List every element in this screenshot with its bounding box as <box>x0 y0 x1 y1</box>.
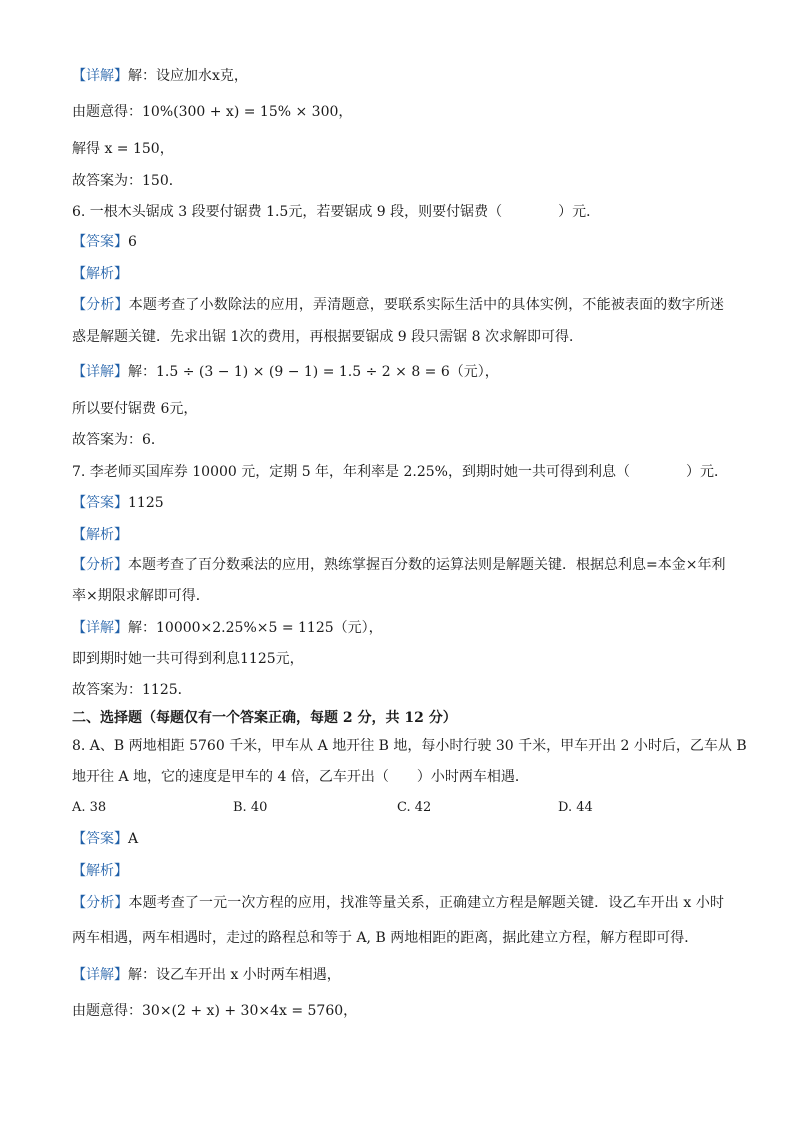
section-heading: 二、选择题（每题仅有一个答案正确，每题 2 分，共 12 分） <box>72 710 457 726</box>
option-b: B. 40 <box>233 800 268 815</box>
text-line: 故答案为：6． <box>72 432 165 448</box>
option-c: C. 42 <box>397 800 432 815</box>
analysis-header: 【解析】 <box>72 266 128 282</box>
question-6: 6. 一根木头锯成 3 段要付锯费 1.5元，若要锯成 9 段，则要付锯费（ ）元． <box>72 204 601 220</box>
analysis-header: 【解析】 <box>72 527 128 543</box>
text-line: 所以要付锯费 6元， <box>72 401 198 417</box>
question-8: 8. A、B 两地相距 5760 千米，甲车从 A 地开往 B 地，每小时行驶 30 千米，甲车开出 2 小时后，乙车从 B <box>72 738 747 754</box>
text-line: 解得 x = 150， <box>72 141 174 157</box>
text-line: 【详解】解：设应加水x克， <box>72 68 248 84</box>
answer-line: 【答案】1125 <box>72 495 164 511</box>
text-line: 故答案为：150． <box>72 173 183 189</box>
text-line: 地开往 A 地，它的速度是甲车的 4 倍，乙车开出（ ）小时两车相遇． <box>72 769 529 785</box>
analysis-header: 【解析】 <box>72 863 128 879</box>
text-line: 即到期时她一共可得到利息1125元， <box>72 651 304 667</box>
answer-line: 【答案】6 <box>72 234 137 250</box>
text-line: 两车相遇，两车相遇时，走过的路程总和等于 A, B 两地相距的距离，据此建立方程，解方程即可得． <box>72 930 699 946</box>
text-line: 【分析】本题考查了小数除法的应用，弄清题意，要联系实际生活中的具体实例，不能被表面的数字所迷 <box>72 297 725 313</box>
text-line: 惑是解题关键．先求出锯 1次的费用，再根据要锯成 9 段只需锯 8 次求解即可得． <box>72 329 583 345</box>
text-line: 【分析】本题考查了一元一次方程的应用，找准等量关系，正确建立方程是解题关键．设乙车开出 x 小时 <box>72 895 724 911</box>
text-line: 【详解】解：设乙车开出 x 小时两车相遇， <box>72 967 341 983</box>
text-line: 【详解】解：10000×2.25%×5 = 1125（元）， <box>72 620 383 636</box>
text-line: 【详解】解：1.5 ÷ (3 − 1) × (9 − 1) = 1.5 ÷ 2 × 8 = 6（元）， <box>72 364 499 380</box>
option-d: D. 44 <box>558 800 593 815</box>
text-line: 由题意得：30×(2 + x) + 30×4x = 5760， <box>72 1003 358 1019</box>
tag-label: 【详解】 <box>72 68 128 84</box>
text-line: 故答案为：1125． <box>72 682 192 698</box>
option-a: A. 38 <box>72 800 107 815</box>
text-line: 由题意得：10%(300 + x) = 15% × 300， <box>72 104 353 120</box>
text-line: 率×期限求解即可得． <box>72 588 210 604</box>
answer-line: 【答案】A <box>72 831 139 847</box>
text-line: 【分析】本题考查了百分数乘法的应用，熟练掌握百分数的运算法则是解题关键．根据总利息=本金×年利 <box>72 557 726 573</box>
question-7: 7. 李老师买国库券 10000 元，定期 5 年，年利率是 2.25%，到期时她一共可得到利息（ ）元． <box>72 464 728 480</box>
